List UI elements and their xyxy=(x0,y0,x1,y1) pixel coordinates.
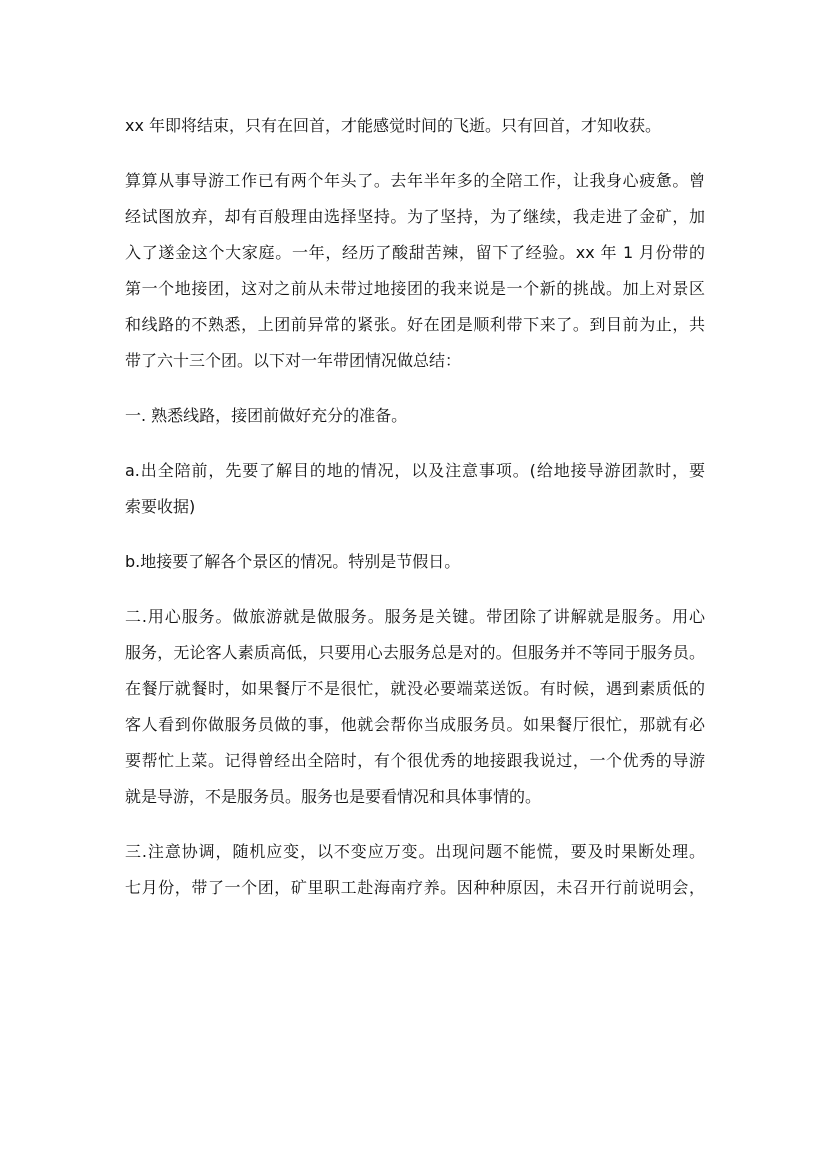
text-line: 就是导游，不是服务员。服务也是要看情况和具体事情的。 xyxy=(125,787,542,806)
text-line: 一. 熟悉线路，接团前做好充分的准备。 xyxy=(125,406,408,425)
text-line: 三.注意协调，随机应变，以不变应万变。出现问题不能慌，要及时果断处理。 xyxy=(125,842,705,861)
text-line: 第一个地接团，这对之前从未带过地接团的我来说是一个新的挑战。加上对景区 xyxy=(125,279,705,298)
paragraph xyxy=(125,108,705,144)
paragraph xyxy=(125,163,705,379)
text-line: 和线路的不熟悉，上团前异常的紧张。好在团是顺利带下来了。到目前为止，共 xyxy=(125,315,705,334)
paragraph xyxy=(125,834,705,906)
text-line: 要帮忙上菜。记得曾经出全陪时，有个很优秀的地接跟我说过，一个优秀的导游 xyxy=(125,751,705,770)
text-line: 服务，无论客人素质高低，只要用心去服务总是对的。但服务并不等同于服务员。 xyxy=(125,643,705,662)
text-line: 入了遂金这个大家庭。一年，经历了酸甜苦辣，留下了经验。xx 年 1 月份带的 xyxy=(125,243,705,262)
text-line: a.出全陪前，先要了解目的地的情况，以及注意事项。(给地接导游团款时，要 xyxy=(125,461,705,480)
paragraph xyxy=(125,398,705,434)
text-line: b.地接要了解各个景区的情况。特别是节假日。 xyxy=(125,552,461,571)
text-line: 客人看到你做服务员做的事，他就会帮你当成服务员。如果餐厅很忙，那就有必 xyxy=(125,715,705,734)
text-line: 经试图放弃，却有百般理由选择坚持。为了坚持，为了继续，我走进了金矿，加 xyxy=(125,207,705,226)
text-line: 七月份，带了一个团，矿里职工赴海南疗养。因种种原因，未召开行前说明会， xyxy=(125,878,705,897)
text-line: 二.用心服务。做旅游就是做服务。服务是关键。带团除了讲解就是服务。用心 xyxy=(125,607,705,626)
text-line: 算算从事导游工作已有两个年头了。去年半年多的全陪工作，让我身心疲惫。曾 xyxy=(125,171,705,190)
text-line: 索要收据) xyxy=(125,497,196,516)
paragraph xyxy=(125,453,705,525)
text-line: 在餐厅就餐时，如果餐厅不是很忙，就没必要端菜送饭。有时候，遇到素质低的 xyxy=(125,679,705,698)
text-line: 带了六十三个团。以下对一年带团情况做总结： xyxy=(125,351,462,370)
paragraph xyxy=(125,544,705,580)
text-line: xx 年即将结束，只有在回首，才能感觉时间的飞逝。只有回首，才知收获。 xyxy=(125,116,662,135)
paragraph xyxy=(125,599,705,815)
document-body xyxy=(125,108,705,925)
